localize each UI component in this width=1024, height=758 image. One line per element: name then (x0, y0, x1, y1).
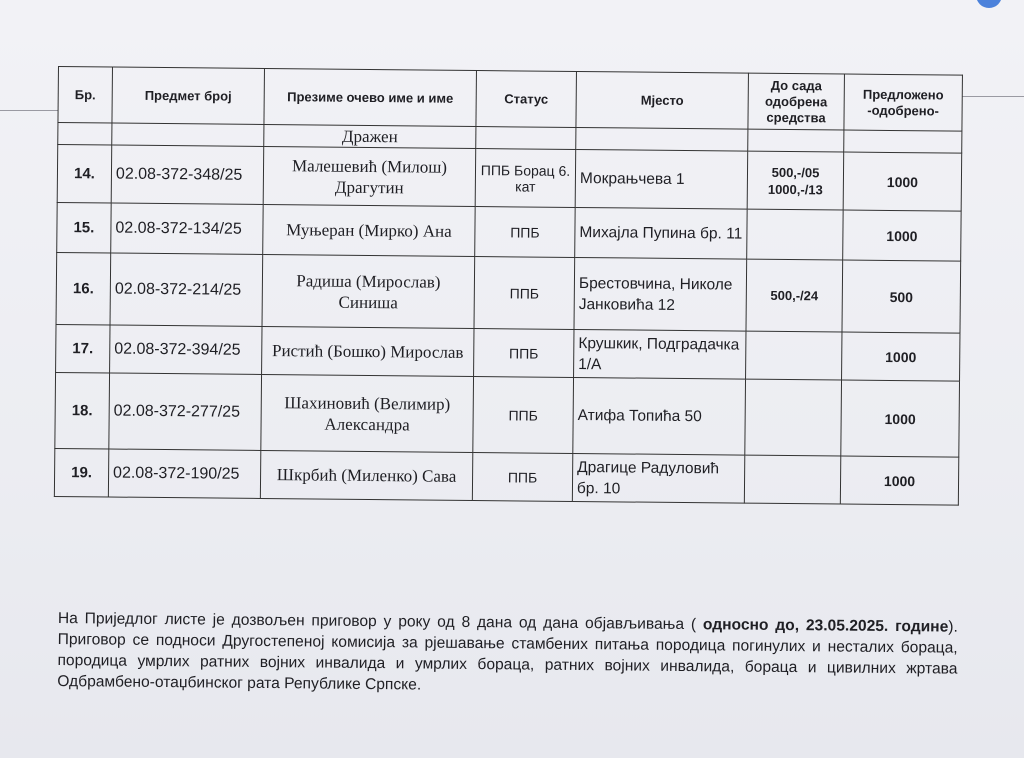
status: ППБ (475, 207, 575, 258)
table-row (56, 324, 960, 381)
proposed-amount: 1000 (842, 332, 960, 381)
header-row (58, 67, 962, 132)
proposed-amount: 1000 (843, 210, 961, 261)
person-name: Малешевић (Милош) Драгутин (263, 146, 476, 206)
table-row (54, 448, 958, 505)
row-number: 16. (56, 252, 111, 325)
carry-over-name: Дражен (264, 124, 476, 148)
notice-text-1: На Приједлог листе је дозвољен приговор у року од 8 дана од дана објављивања ( (57, 609, 703, 633)
header-previous: До сада одобрена средства (748, 73, 845, 130)
header-no: Бр. (58, 67, 113, 124)
case-number: 02.08-372-214/25 (110, 253, 263, 326)
case-number: 02.08-372-190/25 (108, 449, 260, 498)
person-name: Радиша (Мирослав) Синиша (262, 254, 475, 328)
header-name: Презиме очево име и име (264, 68, 477, 126)
previous-funds: 500,-/24 (746, 259, 843, 332)
person-name: Муњеран (Мирко) Ана (263, 204, 475, 256)
previous-funds (744, 455, 840, 504)
case-number: 02.08-372-348/25 (111, 145, 264, 204)
table-row (56, 252, 961, 333)
row-number: 14. (57, 145, 112, 204)
row-number: 15. (57, 202, 111, 253)
place: Брестовчина, Николе Јанковића 12 (574, 257, 747, 331)
notice-text-2: ). Приговор се подноси Другостепеној комисија за рјешавање стамбених питања породица погинулих и несталих бораца, породица умрлих ратних војних инвалида и умрлих бораца, ратних војних инвалида, бораца и цивилних жртава Одбрамбено-отаџбинског рата Републике Српске. (57, 618, 958, 694)
row-number: 19. (54, 448, 108, 497)
header-status: Статус (476, 71, 577, 128)
person-name: Шкрбић (Миленко) Сава (260, 450, 472, 500)
previous-funds (745, 379, 842, 456)
notice-deadline: односно до, 23.05.2025. године (702, 615, 949, 636)
person-name: Шахиновић (Велимир) Александра (261, 374, 474, 452)
table-row (57, 145, 962, 212)
previous-funds (747, 209, 843, 260)
place: Крушкик, Подградачка 1/А (574, 329, 746, 379)
table-row (55, 372, 960, 457)
blue-tape-corner (976, 0, 1002, 8)
case-number: 02.08-372-134/25 (111, 203, 263, 254)
status: ППБ (474, 329, 574, 378)
objection-notice (57, 608, 958, 701)
place: Драгице Радуловић бр. 10 (572, 453, 744, 503)
previous-funds: 500,-/05 1000,-/13 (747, 151, 844, 210)
ruled-line-right (962, 96, 1024, 97)
row-number: 18. (55, 372, 110, 449)
place: Мокрањчева 1 (575, 149, 748, 209)
status: ППБ (473, 377, 574, 454)
person-name: Ристић (Бошко) Мирослав (262, 326, 474, 376)
header-proposed: Предложено -одобрено- (844, 74, 963, 131)
proposed-amount: 1000 (840, 456, 958, 505)
previous-funds (746, 331, 842, 380)
proposed-amount: 500 (842, 260, 961, 333)
status: ППБ (472, 452, 572, 501)
proposed-amount: 1000 (841, 380, 960, 457)
place: Михајла Пупина бр. 11 (575, 207, 747, 259)
case-number: 02.08-372-394/25 (110, 325, 262, 374)
row-number: 17. (56, 324, 110, 373)
header-place: Мјесто (576, 71, 749, 129)
header-case: Предмет број (112, 67, 265, 124)
ruled-line-left (0, 110, 58, 111)
proposed-amount: 1000 (843, 152, 962, 211)
case-number: 02.08-372-277/25 (109, 373, 262, 450)
status: ППБ (474, 257, 575, 330)
table-row (57, 202, 961, 261)
place: Атифа Топића 50 (573, 377, 746, 455)
status: ППБ Борац 6. кат (475, 149, 576, 208)
allocation-table (54, 66, 963, 506)
